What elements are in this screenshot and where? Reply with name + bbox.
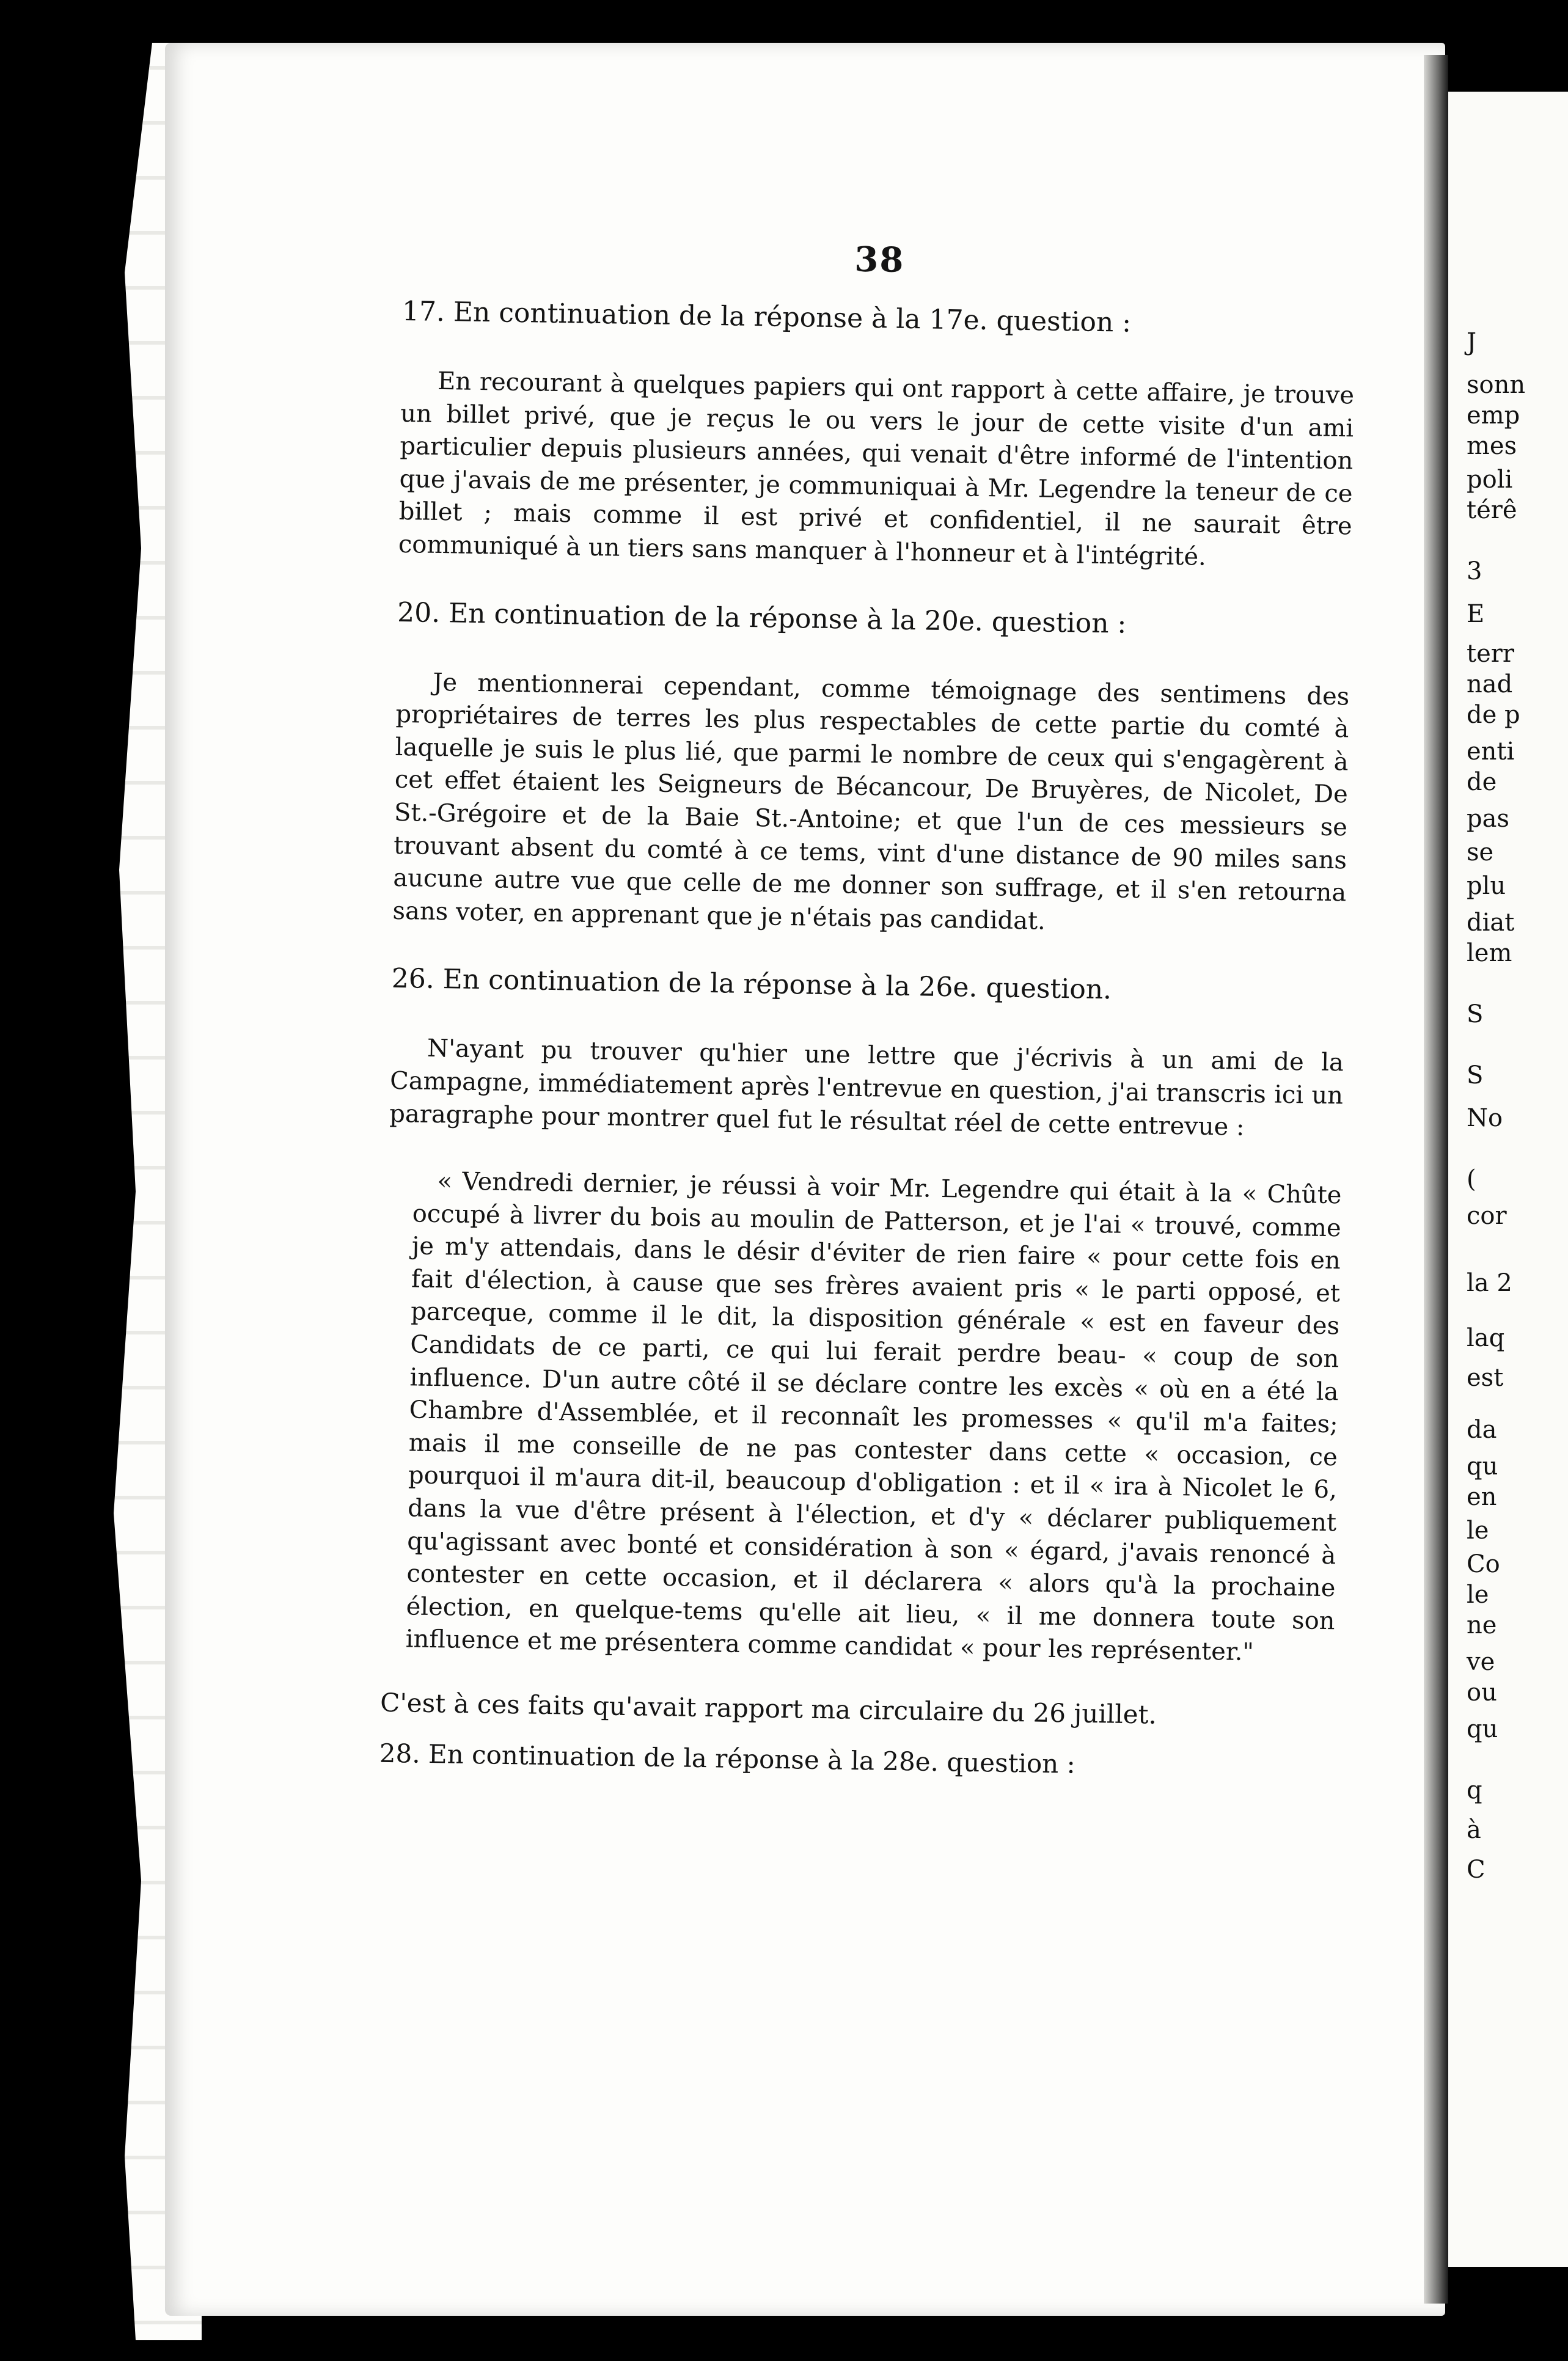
adjacent-page-fragment: cor (1467, 1202, 1507, 1230)
adjacent-page-fragment: terr (1467, 640, 1514, 668)
adjacent-page-fragment: S (1467, 1061, 1484, 1089)
adjacent-page-fragment: da (1467, 1416, 1497, 1444)
section-heading: 28. En continuation de la réponse à la 28e. question : (379, 1738, 1076, 1779)
adjacent-page-fragment: se (1467, 838, 1494, 866)
adjacent-page-fragment: 3 (1467, 557, 1482, 585)
adjacent-page-fragment: diat (1467, 909, 1515, 937)
paragraph: Je mentionnerai cependant, comme témoignage des sentimens des propriétaires de terres les plus respectables de cette partie du comté à laquelle je suis le plus lié, que parmi le nombre de ceux qui s'engagèrent à cet effet étaient les Seigneurs de Bécancour, De Bruyères, de Nicolet, De St.-Grégoire et de la Baie St.-Antoine; et que l'un de ces messieurs se trouvant absent du comté à ce tems, vint d'une distance de 90 miles sans aucune autre vue que celle de me donner son suffrage, et il s'en retourna sans voter, en apprenant que je n'étais pas candidat. (392, 668, 1350, 935)
page-text (379, 232, 1357, 1802)
adjacent-page-fragment: q (1467, 1776, 1482, 1804)
adjacent-page-fragment: lem (1467, 939, 1512, 967)
adjacent-page-fragment: sonn (1467, 371, 1526, 399)
adjacent-page-fragment: mes (1467, 432, 1517, 460)
page-gutter (1424, 55, 1448, 2304)
adjacent-page-fragment: Co (1467, 1550, 1500, 1578)
paragraph: N'ayant pu trouver qu'hier une lettre que j'écrivis à un ami de la Campagne, immédiatement après l'entrevue en question, j'ai transcris ici un paragraphe pour montrer quel fut le résultat réel de cette entrevue : (389, 1034, 1344, 1141)
adjacent-page-fragment: J (1467, 328, 1477, 356)
adjacent-page-fragment: à (1467, 1816, 1481, 1844)
adjacent-page-fragment: de (1467, 768, 1497, 796)
closing-line: C'est à ces faits qu'avait rapport ma circulaire du 26 juillet. (379, 1687, 1157, 1730)
paragraph: En recourant à quelques papiers qui ont rapport à cette affaire, je trouve un billet privé, que je reçus le ou vers le jour de cette visite d'un ami particulier depuis plusieurs années, qui venait d'être informé de l'intention que j'avais de me présenter, je communiquai à Mr. Legendre la teneur de ce billet ; mais comme il est privé et confidentiel, il ne saurait être communiqué à un tiers sans manquer à l'honneur et à l'intégrité. (398, 367, 1355, 571)
adjacent-page-fragment: E (1467, 600, 1485, 628)
quoted-letter: « Vendredi dernier, je réussi à voir Mr. Legendre qui était à la « Chûte occupé à livrer du bois au moulin de Patterson, et je l'ai « trouvé, comme je m'y attendais, dans le désir d'éviter de rien faire « pour cette fois en fait d'élection, à cause que ses frères avaient pris « le parti opposé, et parceque, comme il le dit, la disposition générale « est en faveur des Candidats de ce parti, ce qui lui ferait perdre beau- « coup de son influence. D'un autre côté il se déclare contre les excès « où en a été la Chambre d'Assemblée, et il reconnaît les promesses « qu'il m'a faites; mais il me conseille de ne pas contester dans cette « occasion, ce pourquoi il m'aura dit-il, beaucoup d'obligation : et il « ira à Nicolet le 6, dans la vue d'être présent à l'élection, et d'y « déclarer publiquement qu'agissant avec bonté et considération à son « égard, j'avais renoncé à contester en cette occasion, et il déclarera « alors qu'à la prochaine élection, en quelque-tems qu'elle ait lieu, « il me donnera toute son influence et me présentera comme candidat « pour les représenter." (405, 1167, 1342, 1667)
adjacent-page-fragment: laq (1467, 1324, 1505, 1352)
adjacent-page-fragment: le (1467, 1581, 1489, 1609)
adjacent-page-fragment: plu (1467, 872, 1506, 900)
adjacent-page-fragment: pas (1467, 805, 1509, 833)
adjacent-page-fragment: nad (1467, 670, 1513, 698)
adjacent-page-fragment: emp (1467, 401, 1520, 430)
section-heading: 17. En continuation de la réponse à la 17e. question : (401, 295, 1132, 339)
page-number: 38 (854, 239, 905, 280)
adjacent-page-fragment: ( (1467, 1165, 1476, 1193)
section-heading: 20. En continuation de la réponse à la 20e. question : (397, 596, 1127, 640)
section-heading: 26. En continuation de la réponse à la 26e. question. (391, 963, 1112, 1006)
adjacent-page-fragment: ve (1467, 1648, 1495, 1676)
adjacent-page-fragment: est (1467, 1364, 1504, 1392)
adjacent-page-fragment: ou (1467, 1678, 1497, 1707)
adjacent-page-fragment: de p (1467, 701, 1520, 729)
adjacent-page-fragment: la 2 (1467, 1269, 1512, 1297)
adjacent-page-fragment: poli (1467, 466, 1513, 494)
adjacent-page-fragment: en (1467, 1483, 1497, 1511)
adjacent-page-fragment: le (1467, 1517, 1489, 1545)
adjacent-page-fragment: térê (1467, 496, 1517, 524)
adjacent-page-fragment: qu (1467, 1715, 1498, 1743)
adjacent-page-fragment: No (1467, 1104, 1503, 1132)
adjacent-page-fragment: ne (1467, 1611, 1497, 1639)
adjacent-page-fragment: C (1467, 1856, 1486, 1884)
adjacent-page-fragment: enti (1467, 738, 1515, 766)
adjacent-page-fragment: qu (1467, 1452, 1498, 1481)
adjacent-page-fragment: S (1467, 1000, 1484, 1028)
